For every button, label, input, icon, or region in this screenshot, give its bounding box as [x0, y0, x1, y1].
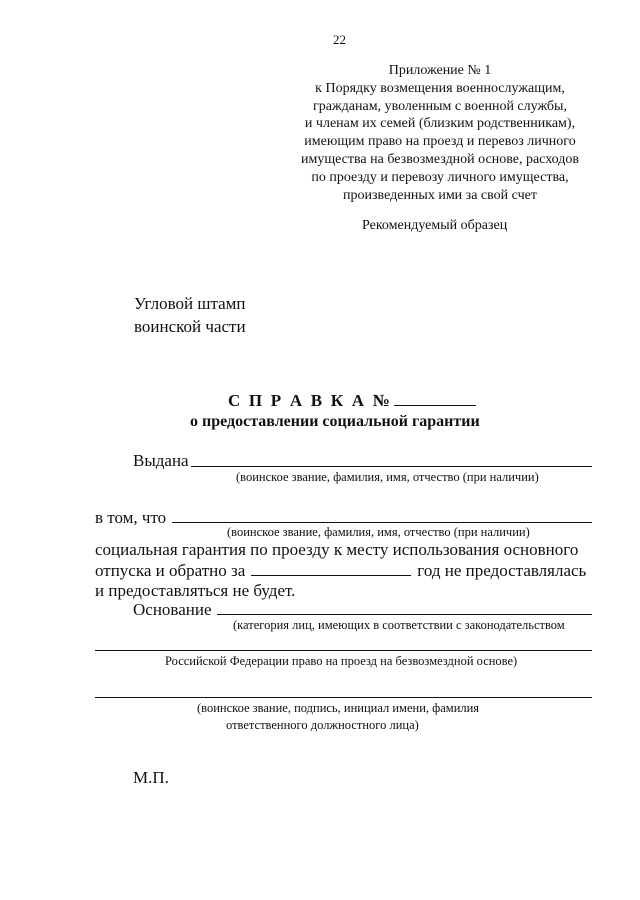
annex-line: имеющим право на проезд и перевоз личного: [304, 134, 576, 150]
body-line: и предоставляться не будет.: [95, 581, 296, 600]
annex-header: [250, 62, 630, 204]
basis-caption: Российской Федерации право на проезд на безвозмездной основе): [165, 654, 518, 668]
annex-line: имущества на безвозмездной основе, расходов: [300, 151, 580, 167]
stamp-line: воинской части: [134, 317, 246, 336]
issued-field[interactable]: [191, 466, 592, 467]
document-title: [228, 391, 476, 411]
issued-label: Выдана: [133, 451, 189, 470]
annex-line: к Порядку возмещения военнослужащим,: [315, 80, 565, 96]
that-caption: (воинское звание, фамилия, имя, отчество (при наличии): [227, 525, 530, 539]
stamp-block: [134, 292, 246, 338]
signature-caption: ответственного должностного лица): [226, 718, 419, 732]
annex-line: и членам их семей (близким родственникам),: [304, 116, 576, 132]
basis-caption: (категория лиц, имеющих в соответствии с законодательством: [233, 618, 565, 632]
year-field[interactable]: [251, 562, 411, 576]
signature-field[interactable]: [95, 697, 592, 698]
basis-label: Основание: [133, 600, 212, 619]
document-title-text: С П Р А В К А №: [228, 391, 392, 410]
certificate-number-field[interactable]: [394, 391, 476, 406]
annex-line: гражданам, уволенным с военной службы,: [313, 98, 567, 114]
sample-label: Рекомендуемый образец: [362, 218, 508, 233]
document-subtitle: о предоставлении социальной гарантии: [190, 413, 480, 430]
body-line: социальная гарантия по проезду к месту использования основного: [95, 540, 579, 559]
basis-field-continued[interactable]: [95, 650, 592, 651]
body-line-period: [95, 561, 586, 581]
seal-label: М.П.: [133, 768, 169, 787]
stamp-line: Угловой штамп: [134, 294, 246, 313]
page-number: 22: [333, 32, 346, 47]
body-line-start: отпуска и обратно за: [95, 561, 246, 580]
that-label: в том, что: [95, 508, 167, 527]
body-line-end: год не предоставлялась: [417, 561, 587, 580]
annex-line: произведенных ими за свой счет: [343, 187, 537, 203]
annex-title: Приложение № 1: [388, 63, 492, 78]
basis-field[interactable]: [217, 614, 592, 615]
issued-caption: (воинское звание, фамилия, имя, отчество (при наличии): [236, 470, 539, 484]
that-field[interactable]: [172, 522, 592, 523]
signature-caption: (воинское звание, подпись, инициал имени, фамилия: [197, 701, 480, 715]
annex-line: по проезду и перевозу личного имущества,: [311, 169, 569, 185]
